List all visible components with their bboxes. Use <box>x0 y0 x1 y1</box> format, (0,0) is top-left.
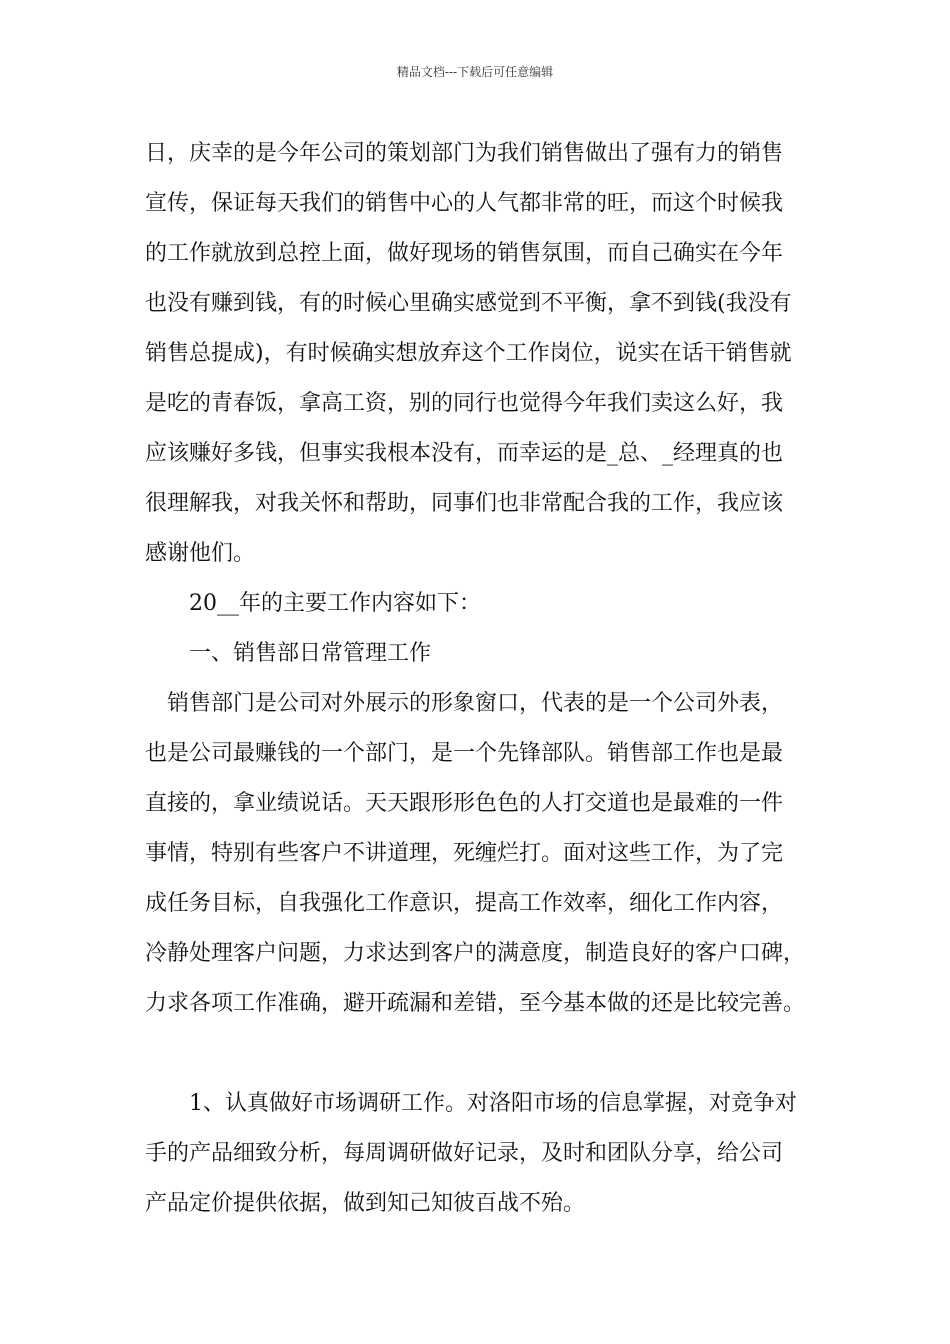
paragraph-market-research <box>145 1079 835 1229</box>
text-line: 感谢他们。 <box>145 541 256 566</box>
text-line: 很理解我，对我关怀和帮助，同事们也非常配合我的工作，我应该 <box>145 491 784 516</box>
text-line: 销售总提成)，有时候确实想放弃这个工作岗位，说实在话干销售就 <box>145 341 792 366</box>
text-line: 成任务目标，自我强化工作意识，提高工作效率，细化工作内容， <box>145 891 784 916</box>
text-line: 事情，特别有些客户不讲道理，死缠烂打。面对这些工作，为了完 <box>145 841 784 866</box>
text-line: 宣传，保证每天我们的销售中心的人气都非常的旺，而这个时候我 <box>145 191 784 216</box>
paragraph-sales-department <box>145 679 835 1029</box>
page-header: 精品文档---下载后可任意编辑 <box>396 65 554 79</box>
text-line: 也是公司最赚钱的一个部门，是一个先锋部队。销售部工作也是最 <box>145 741 784 766</box>
text-line: 的工作就放到总控上面，做好现场的销售氛围，而自己确实在今年 <box>145 241 784 266</box>
text-line: 直接的，拿业绩说话。天天跟形形色色的人打交道也是最难的一件 <box>145 791 784 816</box>
work-content-heading: 20__年的主要工作内容如下： <box>189 591 481 616</box>
section-heading: 一、销售部日常管理工作 <box>189 641 432 666</box>
text-line: 是吃的青春饭，拿高工资，别的同行也觉得今年我们卖这么好，我 <box>145 391 784 416</box>
text-line: 也没有赚到钱，有的时候心里确实感觉到不平衡，拿不到钱(我没有 <box>145 291 792 316</box>
text-line: 手的产品细致分析，每周调研做好记录，及时和团队分享，给公司 <box>145 1141 784 1166</box>
text-line: 1、认真做好市场调研工作。对洛阳市场的信息掌握，对竞争对 <box>189 1091 797 1116</box>
blank-line <box>145 1029 835 1079</box>
document-body <box>145 129 835 1229</box>
text-line: 销售部门是公司对外展示的形象窗口，代表的是一个公司外表， <box>167 691 784 716</box>
text-line: 力求各项工作准确，避开疏漏和差错，至今基本做的还是比较完善。 <box>145 991 806 1016</box>
text-line: 冷静处理客户问题，力求达到客户的满意度，制造良好的客户口碑， <box>145 941 806 966</box>
text-line: 应该赚好多钱，但事实我根本没有，而幸运的是_总、_经理真的也 <box>145 441 784 466</box>
text-line: 产品定价提供依据，做到知己知彼百战不殆。 <box>145 1191 586 1216</box>
text-line: 日，庆幸的是今年公司的策划部门为我们销售做出了强有力的销售 <box>145 141 784 166</box>
paragraph-continuation <box>145 129 835 579</box>
